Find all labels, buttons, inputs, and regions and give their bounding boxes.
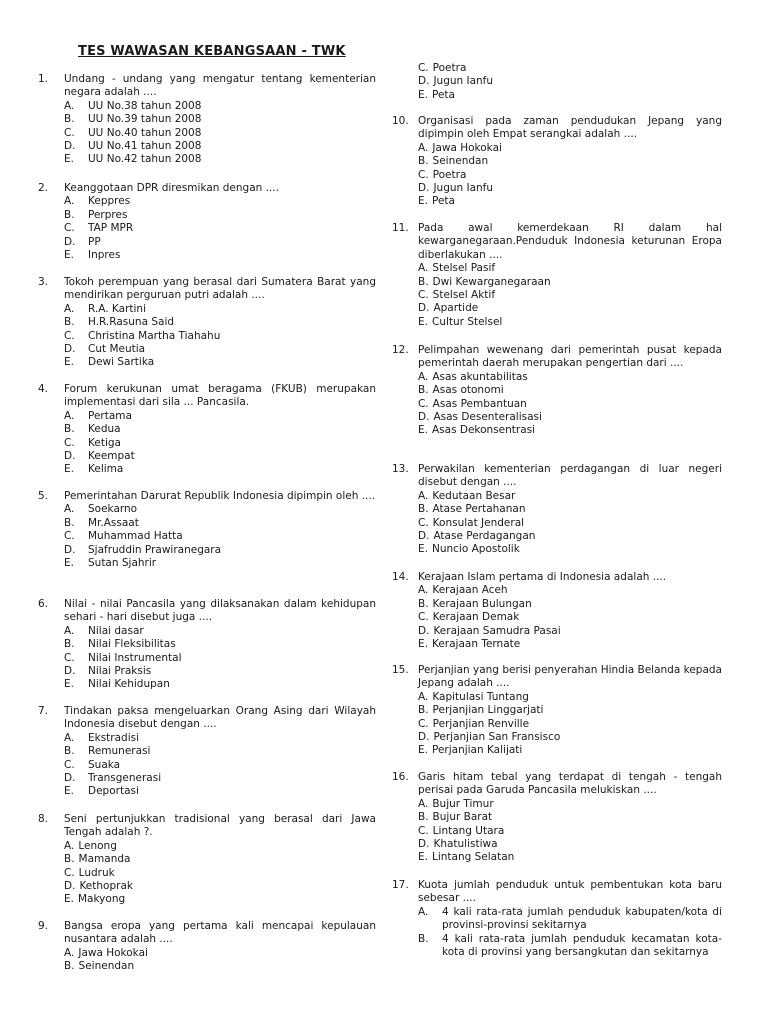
option-letter: A. bbox=[418, 690, 429, 703]
option-letter: B. bbox=[418, 704, 429, 717]
question-item bbox=[38, 490, 376, 570]
question-stem: Perwakilan kementerian perdagangan di luar negeri disebut dengan .... bbox=[418, 463, 722, 489]
option-letter: A. bbox=[418, 797, 429, 810]
option-letter: D. bbox=[64, 772, 76, 785]
question-stem: Nilai - nilai Pancasila yang dilaksanakan dalam kehidupan sehari - hari disebut juga .... bbox=[64, 598, 376, 624]
question-stem: Keanggotaan DPR diresmikan dengan .... bbox=[64, 182, 279, 194]
option-text: Lintang Selatan bbox=[431, 851, 515, 864]
option-letter: C. bbox=[64, 530, 75, 543]
option-text: Perjanjian Renville bbox=[432, 717, 530, 730]
answer-option bbox=[418, 838, 722, 851]
option-text: Kerajaan Demak bbox=[432, 611, 520, 624]
answer-option bbox=[418, 182, 722, 195]
question-item bbox=[38, 182, 376, 262]
option-text: UU No.42 tahun 2008 bbox=[88, 153, 202, 166]
answer-option bbox=[64, 450, 376, 463]
option-text: UU No.39 tahun 2008 bbox=[88, 113, 202, 126]
option-letter: D. bbox=[64, 450, 76, 463]
question-number: 2. bbox=[38, 182, 49, 194]
question-number: 12. bbox=[392, 344, 409, 356]
option-letter: A. bbox=[418, 370, 429, 383]
answer-option bbox=[64, 113, 376, 126]
question-item bbox=[392, 771, 722, 865]
option-letter: B. bbox=[418, 384, 429, 397]
option-text: Deportasi bbox=[88, 785, 139, 798]
option-text: Muhammad Hatta bbox=[88, 530, 183, 543]
answer-option bbox=[64, 195, 376, 208]
option-letter: C. bbox=[64, 651, 75, 664]
answer-option bbox=[64, 423, 376, 436]
option-text: Poetra bbox=[432, 62, 467, 74]
option-letter: A. bbox=[418, 141, 429, 154]
option-letter: B. bbox=[64, 316, 75, 329]
option-text: H.R.Rasuna Said bbox=[88, 316, 175, 329]
question-number: 10. bbox=[392, 115, 409, 127]
answer-option bbox=[418, 530, 722, 543]
option-text: Nuncio Apostolik bbox=[431, 543, 520, 556]
question-stem: Organisasi pada zaman pendudukan Jepang yang dipimpin oleh Empat serangkai adalah .... bbox=[418, 115, 722, 141]
option-text: Kedua bbox=[88, 423, 121, 436]
answer-option bbox=[64, 772, 376, 785]
option-text: Atase Pertahanan bbox=[432, 503, 526, 516]
option-letter: B. bbox=[64, 745, 75, 758]
option-letter: C. bbox=[418, 611, 429, 624]
answer-option bbox=[64, 947, 376, 960]
option-letter: E. bbox=[418, 315, 428, 328]
answer-option bbox=[64, 557, 376, 570]
option-letter: B. bbox=[418, 597, 429, 610]
option-letter: A. bbox=[418, 262, 429, 275]
option-letter: D. bbox=[64, 665, 76, 678]
option-text: Remunerasi bbox=[88, 745, 151, 758]
answer-option bbox=[418, 625, 722, 638]
option-text: Asas Desenteralisasi bbox=[433, 411, 542, 424]
option-text: Asas otonomi bbox=[432, 384, 504, 397]
question-continuation bbox=[392, 62, 722, 102]
option-letter: A. bbox=[64, 839, 75, 852]
option-letter: C. bbox=[418, 62, 429, 74]
option-text: Cultur Stelsel bbox=[431, 315, 503, 328]
option-text: Kapitulasi Tuntang bbox=[432, 690, 529, 703]
option-text: Pertama bbox=[88, 409, 132, 422]
option-letter: A. bbox=[64, 624, 75, 637]
option-letter: B. bbox=[64, 638, 75, 651]
answer-option bbox=[418, 62, 722, 75]
option-text: Kedutaan Besar bbox=[432, 489, 516, 502]
question-number: 6. bbox=[38, 598, 49, 610]
question-number: 14. bbox=[392, 571, 409, 583]
option-letter: C. bbox=[418, 397, 429, 410]
option-letter: E. bbox=[418, 744, 428, 757]
option-text: Konsulat Jenderal bbox=[432, 516, 525, 529]
option-text: Asas akuntabilitas bbox=[432, 370, 528, 383]
option-letter: C. bbox=[64, 222, 75, 235]
option-letter: B. bbox=[64, 423, 75, 436]
option-text: Ekstradisi bbox=[88, 731, 140, 744]
option-letter: B. bbox=[64, 516, 75, 529]
option-text: Suaka bbox=[88, 758, 121, 771]
answer-option bbox=[418, 276, 722, 289]
question-item bbox=[392, 344, 722, 438]
answer-option bbox=[418, 584, 722, 597]
option-letter: D. bbox=[418, 302, 430, 315]
answer-option bbox=[64, 759, 376, 772]
option-text: Nilai Praksis bbox=[88, 665, 152, 678]
option-letter: D. bbox=[64, 235, 76, 248]
answer-option bbox=[418, 169, 722, 182]
option-text: Jawa Hokokai bbox=[78, 946, 148, 959]
answer-option bbox=[64, 343, 376, 356]
option-letter: C. bbox=[64, 436, 75, 449]
option-text: Peta bbox=[431, 195, 455, 208]
answer-option bbox=[418, 718, 722, 731]
option-letter: A. bbox=[64, 302, 75, 315]
option-letter: A. bbox=[418, 489, 429, 502]
answer-option bbox=[418, 704, 722, 717]
answer-option bbox=[64, 638, 376, 651]
question-stem: Tindakan paksa mengeluarkan Orang Asing dari Wilayah Indonesia disebut dengan .... bbox=[64, 705, 376, 731]
option-text: Perpres bbox=[88, 208, 128, 221]
option-letter: A. bbox=[64, 946, 75, 959]
answer-option bbox=[418, 195, 722, 208]
question-number: 4. bbox=[38, 383, 49, 395]
option-letter: D. bbox=[64, 880, 76, 893]
option-letter: B. bbox=[418, 155, 429, 168]
answer-option bbox=[64, 140, 376, 153]
option-letter: E. bbox=[418, 88, 428, 101]
answer-option bbox=[64, 678, 376, 691]
answer-option bbox=[418, 933, 722, 960]
answer-option bbox=[64, 356, 376, 369]
option-text: R.A. Kartini bbox=[88, 302, 146, 315]
option-text: Sjafruddin Prawiranegara bbox=[88, 543, 222, 556]
answer-option bbox=[418, 289, 722, 302]
answer-option bbox=[418, 302, 722, 315]
option-letter: E. bbox=[64, 678, 74, 691]
question-number: 5. bbox=[38, 490, 49, 502]
question-stem: Pemerintahan Darurat Republik Indonesia dipimpin oleh .... bbox=[64, 490, 376, 502]
answer-option bbox=[418, 543, 722, 556]
question-item bbox=[38, 383, 376, 477]
answer-option bbox=[64, 893, 376, 906]
answer-option bbox=[418, 142, 722, 155]
option-text: Mr.Assaat bbox=[88, 516, 139, 529]
option-text: Kelima bbox=[88, 463, 124, 476]
question-stem: Tokoh perempuan yang berasal dari Sumatera Barat yang mendirikan perguruan putri adalah .... bbox=[64, 276, 376, 302]
option-text: Nilai Fleksibilitas bbox=[88, 638, 176, 651]
option-letter: B. bbox=[64, 853, 75, 866]
option-letter: C. bbox=[64, 126, 75, 139]
question-number: 11. bbox=[392, 222, 409, 234]
option-letter: D. bbox=[64, 343, 76, 356]
answer-option bbox=[64, 867, 376, 880]
option-letter: D. bbox=[64, 140, 76, 153]
option-letter: D. bbox=[418, 530, 430, 543]
answer-option bbox=[64, 410, 376, 423]
answer-option bbox=[418, 517, 722, 530]
answer-option bbox=[64, 517, 376, 530]
question-item bbox=[392, 222, 722, 329]
option-letter: E. bbox=[418, 424, 428, 437]
answer-option bbox=[64, 745, 376, 758]
option-text: Bujur Timur bbox=[432, 797, 494, 810]
answer-option bbox=[418, 89, 722, 102]
answer-option bbox=[418, 424, 722, 437]
answer-option bbox=[418, 384, 722, 397]
option-letter: B. bbox=[418, 275, 429, 288]
question-number: 16. bbox=[392, 771, 409, 783]
option-letter: A. bbox=[64, 99, 75, 112]
answer-option bbox=[64, 330, 376, 343]
question-stem: Bangsa eropa yang pertama kali mencapai kepulauan nusantara adalah .... bbox=[64, 920, 376, 946]
option-letter: D. bbox=[418, 838, 430, 851]
option-text: Perjanjian Linggarjati bbox=[432, 704, 544, 717]
answer-option bbox=[418, 371, 722, 384]
question-number: 15. bbox=[392, 664, 409, 676]
answer-option bbox=[64, 209, 376, 222]
answer-option bbox=[64, 652, 376, 665]
option-letter: E. bbox=[64, 893, 74, 906]
option-text: Atase Perdagangan bbox=[433, 530, 536, 543]
option-text: Kethoprak bbox=[79, 880, 133, 893]
option-text: Jugun Ianfu bbox=[433, 182, 494, 195]
option-letter: B. bbox=[64, 960, 75, 973]
answer-option bbox=[418, 316, 722, 329]
answer-option bbox=[418, 490, 722, 503]
option-text: 4 kali rata-rata jumlah penduduk kecamatan kota-kota di provinsi yang bersangkutan dan sekitarnya bbox=[442, 932, 722, 959]
option-text: TAP MPR bbox=[88, 222, 134, 235]
question-item bbox=[38, 920, 376, 974]
option-text: Lintang Utara bbox=[432, 824, 505, 837]
answer-option bbox=[64, 303, 376, 316]
question-number: 13. bbox=[392, 463, 409, 475]
option-letter: B. bbox=[64, 113, 75, 126]
option-text: Stelsel Aktif bbox=[432, 289, 496, 302]
question-number: 9. bbox=[38, 920, 49, 932]
answer-option bbox=[64, 153, 376, 166]
answer-option bbox=[64, 316, 376, 329]
option-letter: A. bbox=[418, 905, 429, 918]
option-text: Inpres bbox=[88, 249, 121, 262]
answer-option bbox=[64, 544, 376, 557]
question-item bbox=[392, 879, 722, 959]
answer-option bbox=[418, 811, 722, 824]
question-item bbox=[38, 73, 376, 167]
option-text: Stelsel Pasif bbox=[432, 262, 496, 275]
option-text: Keppres bbox=[88, 195, 131, 208]
option-letter: D. bbox=[418, 731, 430, 744]
question-item bbox=[392, 664, 722, 758]
option-letter: D. bbox=[418, 411, 430, 424]
option-text: Perjanjian Kalijati bbox=[431, 744, 523, 757]
answer-option bbox=[64, 840, 376, 853]
page-title: TES WAWASAN KEBANGSAAN - TWK bbox=[78, 44, 346, 59]
option-letter: B. bbox=[418, 503, 429, 516]
option-letter: B. bbox=[64, 208, 75, 221]
option-letter: C. bbox=[418, 168, 429, 181]
option-text: UU No.38 tahun 2008 bbox=[88, 99, 202, 112]
answer-option bbox=[64, 853, 376, 866]
option-letter: C. bbox=[64, 758, 75, 771]
option-letter: D. bbox=[418, 75, 430, 88]
option-letter: A. bbox=[418, 584, 429, 597]
answer-option bbox=[64, 732, 376, 745]
option-text: Sutan Sjahrir bbox=[88, 557, 157, 570]
option-text: Poetra bbox=[432, 168, 467, 181]
option-letter: A. bbox=[64, 195, 75, 208]
option-text: 4 kali rata-rata jumlah penduduk kabupaten/kota di provinsi-provinsi sekitarnya bbox=[442, 905, 722, 932]
option-letter: C. bbox=[64, 329, 75, 342]
option-text: PP bbox=[88, 235, 101, 248]
option-text: Nilai dasar bbox=[88, 624, 144, 637]
question-stem: Kuota jumlah penduduk untuk pembentukan kota baru sebesar .... bbox=[418, 879, 722, 905]
question-item bbox=[38, 813, 376, 907]
option-letter: E. bbox=[64, 249, 74, 262]
answer-option bbox=[64, 960, 376, 973]
question-item bbox=[38, 276, 376, 370]
option-letter: E. bbox=[64, 463, 74, 476]
option-text: Dwi Kewarganegaraan bbox=[432, 275, 551, 288]
option-letter: E. bbox=[418, 851, 428, 864]
option-text: Cut Meutia bbox=[88, 343, 146, 356]
option-letter: D. bbox=[418, 624, 430, 637]
answer-option bbox=[418, 906, 722, 933]
answer-option bbox=[64, 222, 376, 235]
option-letter: A. bbox=[64, 409, 75, 422]
question-stem: Seni pertunjukkan tradisional yang berasal dari Jawa Tengah adalah ?. bbox=[64, 813, 376, 839]
answer-option bbox=[418, 398, 722, 411]
answer-option bbox=[64, 463, 376, 476]
option-letter: C. bbox=[418, 516, 429, 529]
option-letter: E. bbox=[64, 557, 74, 570]
option-text: Asas Dekonsentrasi bbox=[431, 424, 536, 437]
option-text: Makyong bbox=[77, 893, 126, 906]
answer-option bbox=[64, 100, 376, 113]
answer-option bbox=[64, 437, 376, 450]
answer-option bbox=[418, 638, 722, 651]
question-item bbox=[38, 705, 376, 799]
option-text: Ketiga bbox=[88, 436, 121, 449]
question-item bbox=[38, 598, 376, 692]
answer-option bbox=[418, 851, 722, 864]
option-letter: E. bbox=[64, 356, 74, 369]
option-text: Perjanjian San Fransisco bbox=[433, 731, 561, 744]
answer-option bbox=[418, 691, 722, 704]
answer-option bbox=[64, 530, 376, 543]
option-text: Nilai Instrumental bbox=[88, 651, 182, 664]
option-text: Lenong bbox=[78, 839, 117, 852]
option-letter: A. bbox=[64, 731, 75, 744]
answer-option bbox=[418, 825, 722, 838]
option-text: Keempat bbox=[88, 450, 135, 463]
option-letter: D. bbox=[64, 543, 76, 556]
answer-option bbox=[64, 236, 376, 249]
answer-option bbox=[64, 249, 376, 262]
question-stem: Kerajaan Islam pertama di Indonesia adalah .... bbox=[418, 571, 667, 583]
option-letter: E. bbox=[418, 543, 428, 556]
option-letter: E. bbox=[64, 153, 74, 166]
option-letter: E. bbox=[64, 785, 74, 798]
option-text: Soekarno bbox=[88, 503, 138, 516]
answer-option bbox=[418, 262, 722, 275]
answer-option bbox=[64, 127, 376, 140]
question-stem: Garis hitam tebal yang terdapat di tengah - tengah perisai pada Garuda Pancasila melukiskan .... bbox=[418, 771, 722, 797]
option-text: Kerajaan Ternate bbox=[431, 638, 521, 651]
question-number: 7. bbox=[38, 705, 49, 717]
question-number: 1. bbox=[38, 73, 49, 85]
answer-option bbox=[64, 625, 376, 638]
option-text: Christina Martha Tiahahu bbox=[88, 329, 221, 342]
option-letter: C. bbox=[418, 717, 429, 730]
question-number: 17. bbox=[392, 879, 409, 891]
question-stem: Undang - undang yang mengatur tentang kementerian negara adalah .... bbox=[64, 73, 376, 99]
answer-option bbox=[418, 731, 722, 744]
option-text: Bujur Barat bbox=[432, 811, 493, 824]
option-text: UU No.40 tahun 2008 bbox=[88, 126, 202, 139]
question-number: 3. bbox=[38, 276, 49, 288]
option-text: Seinendan bbox=[78, 960, 135, 973]
question-stem: Forum kerukunan umat beragama (FKUB) merupakan implementasi dari sila ... Pancasila. bbox=[64, 383, 376, 409]
answer-option bbox=[418, 155, 722, 168]
option-text: Dewi Sartika bbox=[88, 356, 155, 369]
answer-option bbox=[418, 75, 722, 88]
option-letter: E. bbox=[418, 195, 428, 208]
option-text: Peta bbox=[431, 88, 455, 101]
option-letter: C. bbox=[64, 866, 75, 879]
option-letter: A. bbox=[64, 503, 75, 516]
option-text: Ludruk bbox=[78, 866, 115, 879]
question-item bbox=[392, 463, 722, 557]
option-text: Asas Pembantuan bbox=[432, 397, 527, 410]
question-stem: Pelimpahan wewenang dari pemerintah pusat kepada pemerintah daerah merupakan pengertian dari .... bbox=[418, 344, 722, 370]
question-item bbox=[392, 115, 722, 209]
answer-option bbox=[64, 503, 376, 516]
option-text: Jawa Hokokai bbox=[432, 141, 502, 154]
option-text: Apartide bbox=[433, 302, 479, 315]
option-text: Jugun Ianfu bbox=[433, 75, 494, 88]
answer-option bbox=[418, 503, 722, 516]
option-text: Khatulistiwa bbox=[433, 838, 498, 851]
option-text: Mamanda bbox=[78, 853, 131, 866]
option-letter: C. bbox=[418, 289, 429, 302]
question-item bbox=[392, 571, 722, 651]
question-stem: Perjanjian yang berisi penyerahan Hindia Belanda kepada Jepang adalah .... bbox=[418, 664, 722, 690]
option-letter: D. bbox=[418, 182, 430, 195]
answer-option bbox=[418, 611, 722, 624]
question-stem: Pada awal kemerdekaan RI dalam hal kewarganegaraan.Penduduk Indonesia keturunan Eropa diberlakukan .... bbox=[418, 222, 722, 261]
answer-option bbox=[418, 598, 722, 611]
answer-option bbox=[64, 665, 376, 678]
answer-option bbox=[418, 744, 722, 757]
option-text: Kerajaan Samudra Pasai bbox=[433, 624, 561, 637]
option-text: UU No.41 tahun 2008 bbox=[88, 140, 202, 153]
option-letter: E. bbox=[418, 638, 428, 651]
option-text: Kerajaan Aceh bbox=[432, 584, 508, 597]
question-number: 8. bbox=[38, 813, 49, 825]
option-text: Nilai Kehidupan bbox=[88, 678, 170, 691]
option-text: Seinendan bbox=[432, 155, 489, 168]
option-text: Transgenerasi bbox=[88, 772, 162, 785]
answer-option bbox=[418, 798, 722, 811]
option-text: Kerajaan Bulungan bbox=[432, 597, 532, 610]
answer-option bbox=[64, 785, 376, 798]
answer-option bbox=[64, 880, 376, 893]
answer-option bbox=[418, 411, 722, 424]
option-letter: B. bbox=[418, 811, 429, 824]
option-letter: B. bbox=[418, 932, 429, 945]
option-letter: C. bbox=[418, 824, 429, 837]
